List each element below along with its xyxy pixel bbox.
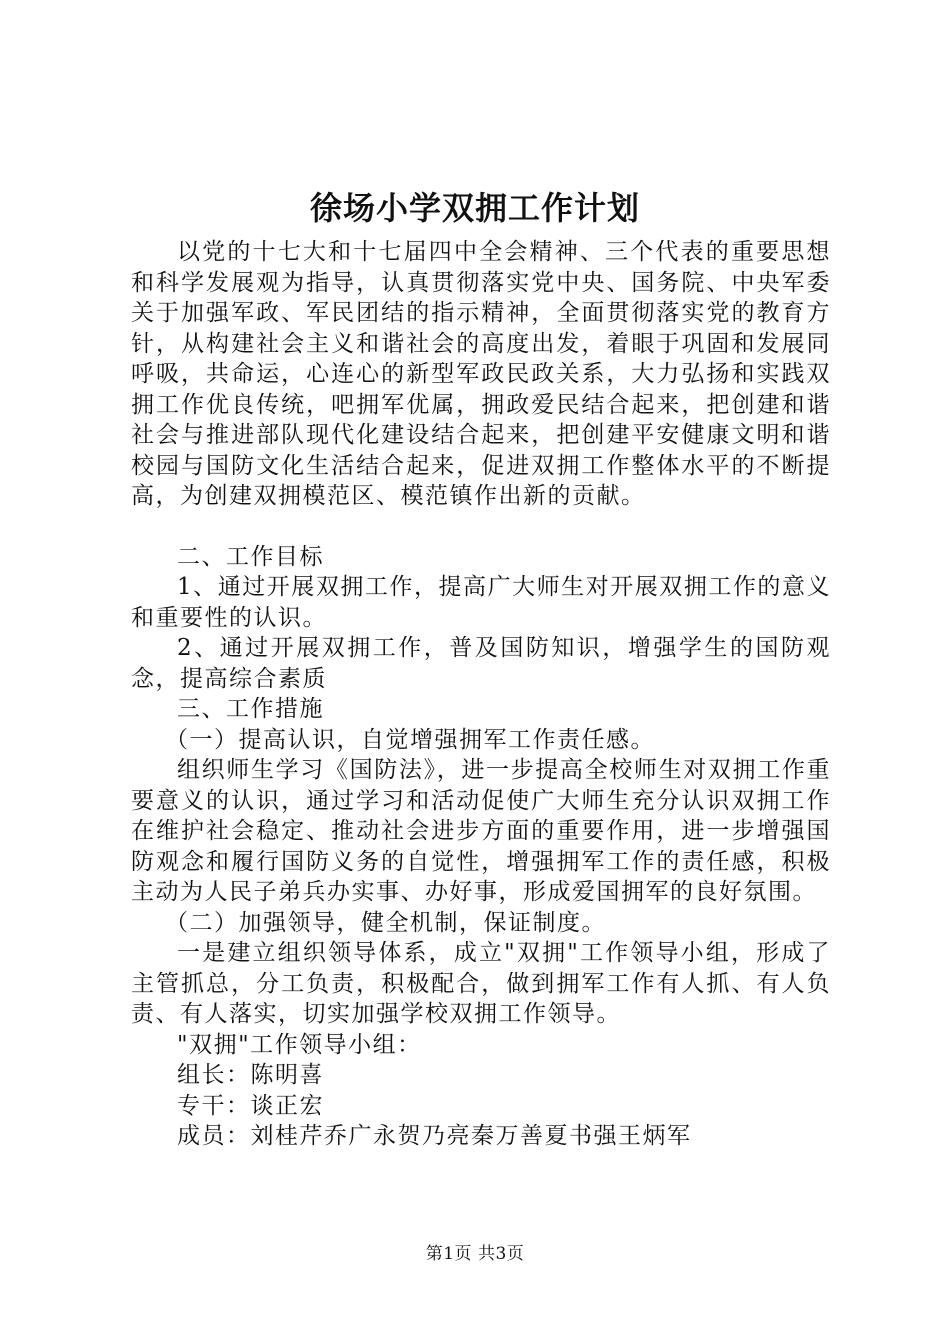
measure-heading-2: （二）加强领导，健全机制，保证制度。 bbox=[165, 909, 606, 936]
group-members-line: 成员：刘桂芹乔广永贺乃亮秦万善夏书强王炳军 bbox=[177, 1123, 692, 1149]
page-number-footer: 第1页 共3页 bbox=[425, 1244, 525, 1264]
leadership-group-heading: "双拥"工作领导小组： bbox=[177, 1031, 422, 1058]
goal-item-1: 1、通过开展双拥工作，提高广大师生对开展双拥工作的意义和重要性的认识。 bbox=[131, 574, 831, 631]
document-title: 徐场小学双拥工作计划 bbox=[309, 189, 640, 227]
goal-item-2: 2、通过开展双拥工作，普及国防知识，增强学生的国防观念，提高综合素质 bbox=[131, 635, 831, 692]
document-body bbox=[131, 237, 831, 1152]
measure-paragraph-2: 一是建立组织领导体系，成立"双拥"工作领导小组，形成了主管抓总，分工负责，积极配合，做到拥军工作有人抓、有人负责、有人落实，切实加强学校双拥工作领导。 bbox=[131, 940, 831, 1027]
measure-heading-1: （一）提高认识，自觉增强拥军工作责任感。 bbox=[165, 726, 655, 753]
section-heading-measures: 三、工作措施 bbox=[177, 696, 324, 722]
section-heading-goals: 二、工作目标 bbox=[177, 543, 324, 570]
group-staff-line: 专干：谈正宏 bbox=[177, 1092, 324, 1119]
intro-paragraph: 以党的十七大和十七届四中全会精神、三个代表的重要思想和科学发展观为指导，认真贯彻落实党中央、国务院、中央军委关于加强军政、军民团结的指示精神，全面贯彻落实党的教育方针，从构建社会主义和谐社会的高度出发，着眼于巩固和发展同呼吸，共命运，心连心的新型军政民政关系，大力弘扬和实践双拥工作优良传统，吧拥军优属，拥政爱民结合起来，把创建和谐社会与推进部队现代化建设结合起来，把创建平安健康文明和谐校园与国防文化生活结合起来，促进双拥工作整体水平的不断提高，为创建双拥模范区、模范镇作出新的贡献。 bbox=[131, 239, 831, 509]
blank-line bbox=[131, 512, 831, 542]
measure-paragraph-1: 组织师生学习《国防法》，进一步提高全校师生对双拥工作重要意义的认识，通过学习和活动促使广大师生充分认识双拥工作在维护社会稳定、推动社会进步方面的重要作用，进一步增强国防观念和履行国防义务的自觉性，增强拥军工作的责任感，积极主动为人民子弟兵办实事、办好事，形成爱国拥军的良好氛围。 bbox=[131, 757, 831, 905]
group-leader-line: 组长：陈明喜 bbox=[177, 1062, 324, 1088]
